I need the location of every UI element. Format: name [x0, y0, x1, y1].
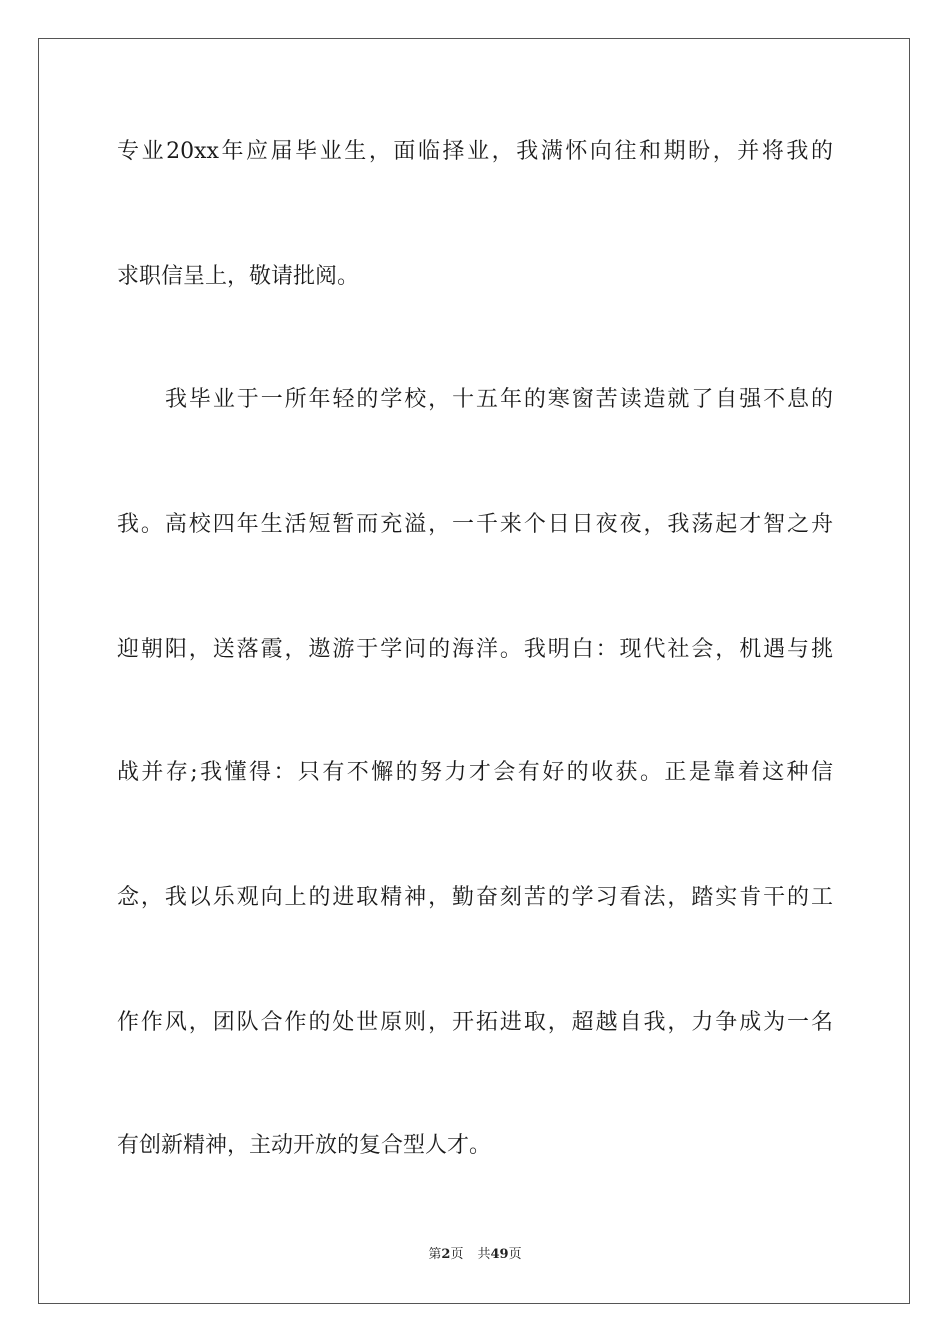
paragraph-line: 专业20xx年应届毕业生，面临择业，我满怀向往和期盼，并将我的 — [117, 139, 833, 164]
page-border — [38, 38, 910, 1304]
paragraph-line: 战并存;我懂得：只有不懈的努力才会有好的收获。正是靠着这种信 — [117, 760, 833, 785]
page-suffix: 页 — [450, 1247, 464, 1262]
paragraph-line: 念，我以乐观向上的进取精神，勤奋刻苦的学习看法，踏实肯干的工 — [117, 885, 833, 910]
total-page-count: 49 — [490, 1247, 509, 1262]
total-prefix: 共 — [477, 1247, 491, 1262]
paragraph-line: 我毕业于一所年轻的学校，十五年的寒窗苦读造就了自强不息的 — [165, 387, 833, 412]
total-suffix: 页 — [508, 1247, 522, 1262]
page-prefix: 第 — [428, 1247, 442, 1262]
paragraph-line: 求职信呈上，敬请批阅。 — [117, 264, 360, 289]
page-number-footer — [0, 1246, 950, 1264]
paragraph-line: 我。高校四年生活短暂而充溢，一千来个日日夜夜，我荡起才智之舟 — [117, 512, 833, 537]
paragraph-line: 有创新精神，主动开放的复合型人才。 — [117, 1133, 492, 1158]
paragraph-line: 作作风，团队合作的处世原则，开拓进取，超越自我，力争成为一名 — [117, 1010, 833, 1035]
paragraph-line: 迎朝阳，送落霞，遨游于学问的海洋。我明白：现代社会，机遇与挑 — [117, 637, 833, 662]
current-page-number: 2 — [441, 1247, 451, 1262]
